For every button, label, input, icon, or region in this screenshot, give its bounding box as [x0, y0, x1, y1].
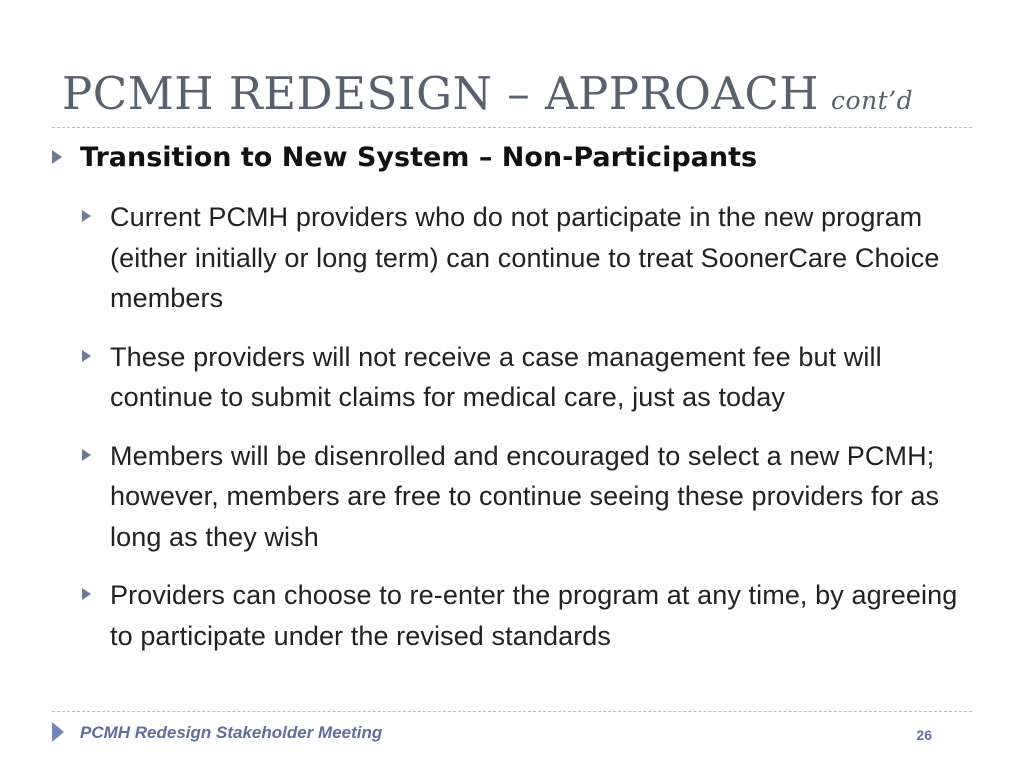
section-heading-text: Transition to New System – Non-Participants: [80, 142, 758, 173]
slide-title-suffix: cont’d: [831, 86, 914, 115]
triangle-right-icon: [82, 588, 91, 600]
triangle-right-icon: [52, 150, 62, 164]
slide-title-text: PCMH REDESIGN – APPROACH: [62, 67, 820, 120]
page-number: 26: [916, 727, 932, 743]
bullet-text: Providers can choose to re-enter the program at any time, by agreeing to participate under the revised standards: [110, 580, 958, 651]
slide-title: [62, 64, 913, 131]
title-divider: [52, 127, 972, 128]
bullet-text: Members will be disenrolled and encouraged to select a new PCMH; however, members are free to continue seeing these providers for as long as they wish: [110, 440, 940, 552]
triangle-right-icon: [82, 350, 91, 362]
bullet-item-2: [82, 337, 970, 418]
footer-divider: [52, 711, 972, 712]
bullet-list: [82, 197, 970, 674]
triangle-right-icon: [82, 210, 91, 222]
bullet-text: These providers will not receive a case management fee but will continue to submit claims for medical care, just as today: [110, 341, 882, 412]
bullet-text: Current PCMH providers who do not participate in the new program (either initially or long term) can continue to treat SoonerCare Choice members: [110, 202, 940, 313]
footer-marker-icon: [52, 722, 64, 742]
bullet-item-4: [82, 575, 970, 656]
section-heading: [52, 140, 972, 176]
bullet-item-1: [82, 197, 970, 319]
triangle-right-icon: [82, 449, 91, 461]
bullet-item-3: [82, 436, 970, 558]
footer-label: PCMH Redesign Stakeholder Meeting: [80, 723, 383, 742]
